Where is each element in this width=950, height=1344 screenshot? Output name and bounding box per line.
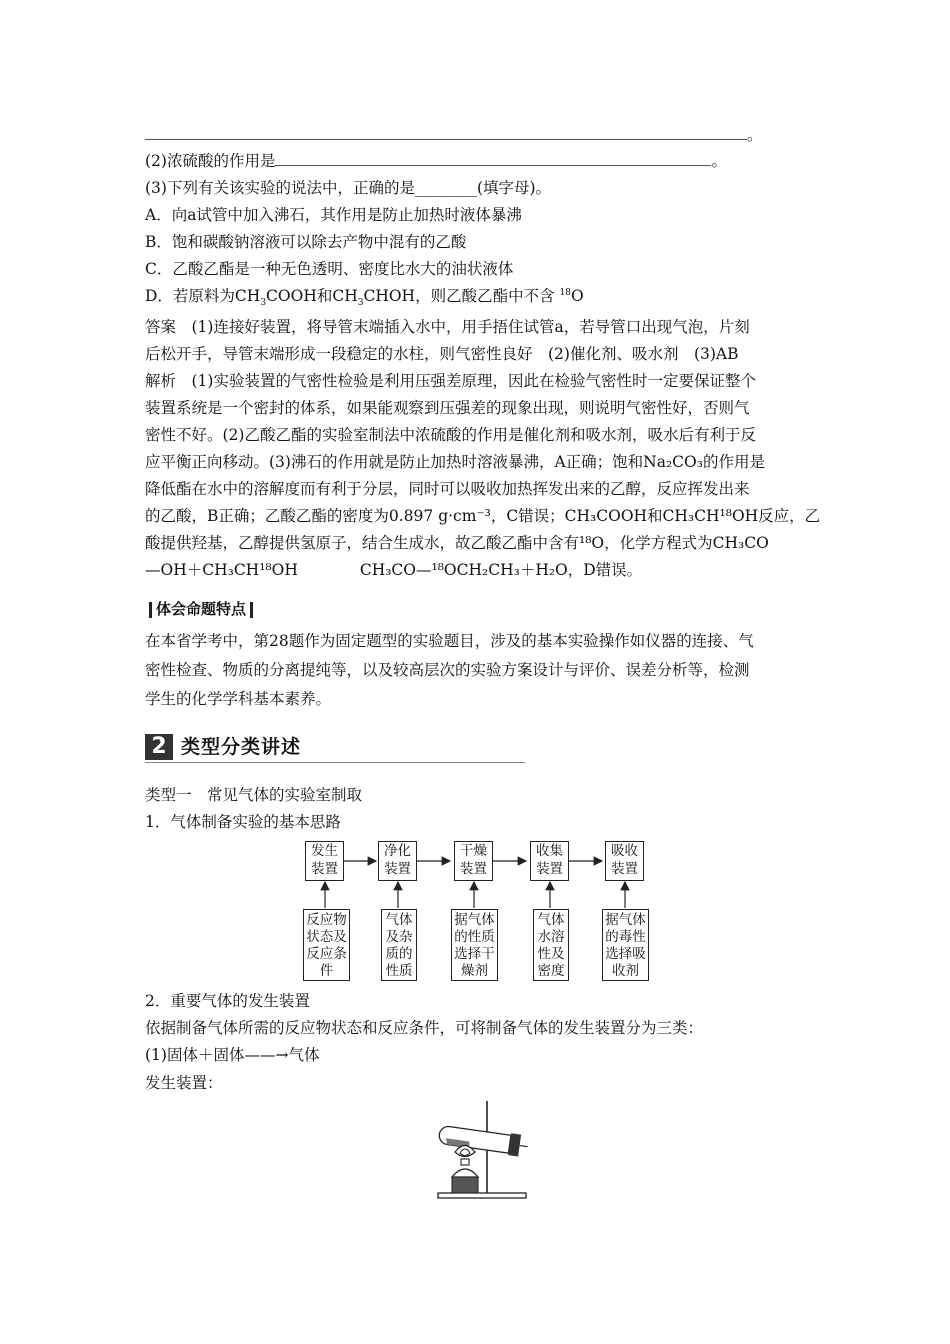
option-c: C．乙酸乙酯是一种无色透明、密度比水大的油状液体	[145, 260, 514, 278]
flow-box-drying: 干燥 装置	[454, 841, 493, 881]
item-1-heading: 1．气体制备实验的基本思路	[145, 813, 341, 831]
case-1-heading: (1)固体＋固体——→气体	[145, 1046, 320, 1064]
question-2: (2)浓硫酸的作用是 。	[145, 152, 727, 170]
analysis-line-2: 装置系统是一个密封的体系，如果能观察到压强差的现象出现，则说明气密性好，否则气	[145, 399, 750, 417]
analysis-line-8: —OH＋CH₃CH¹⁸OH CH₃CO—¹⁸OCH₂CH₃＋H₂O，D错误。	[145, 561, 643, 579]
device-label: 发生装置：	[145, 1074, 223, 1092]
item-2-description: 依据制备气体所需的反应物状态和反应条件，可将制备气体的发生装置分为三类：	[145, 1019, 704, 1037]
analysis-line-3: 密性不好。(2)乙酸乙酯的实验室制法中浓硫酸的作用是催化剂和吸水剂，吸水后有利于反	[145, 426, 756, 444]
option-b: B．饱和碳酸钠溶液可以除去产物中混有的乙酸	[145, 233, 467, 251]
analysis-line-7: 酸提供羟基，乙醇提供氢原子，结合生成水，故乙酸乙酯中含有¹⁸O，化学方程式为CH₃CO	[145, 534, 769, 552]
flow-note-purification: 气体 及杂 质的 性质	[381, 909, 417, 981]
flow-box-collection: 收集 装置	[530, 841, 569, 881]
feature-line-1: 在本省学考中，第28题作为固定题型的实验题目，涉及的基本实验操作如仪器的连接、气	[145, 632, 754, 650]
solid-solid-heating-apparatus	[430, 1095, 530, 1205]
item-2-heading: 2．重要气体的发生装置	[145, 992, 310, 1010]
reaction-arrow: ——→	[244, 1046, 289, 1064]
analysis-line-6: 的乙酸，B正确；乙酸乙酯的密度为0.897 g·cm⁻³，C错误；CH₃COOH和CH₃CH¹⁸OH反应，乙	[145, 507, 821, 525]
flow-note-absorption: 据气体 的毒性 选择吸 收剂	[602, 909, 649, 981]
flow-box-generation: 发生 装置	[305, 841, 344, 881]
analysis-line-4: 应平衡正向移动。(3)沸石的作用就是防止加热时溶液暴沸，A正确；饱和Na₂CO₃的作用是	[145, 453, 765, 471]
type-one-heading: 类型一 常见气体的实验室制取	[145, 786, 363, 804]
answer-line-1: 答案 (1)连接好装置，将导管末端插入水中，用手捂住试管a，若导管口出现气泡，片刻	[145, 318, 750, 336]
feature-line-3: 学生的化学学科基本素养。	[145, 690, 332, 708]
flow-box-purification: 净化 装置	[378, 841, 417, 881]
flow-box-absorption: 吸收 装置	[605, 841, 644, 881]
option-d: D．若原料为$CH_3COOH$和$CH_3CHOH$，则乙酸乙酯中不含 $^{18}$O	[145, 287, 584, 309]
option-a: A．向a试管中加入沸石，其作用是防止加热时液体暴沸	[145, 206, 522, 224]
analysis-line-5: 降低酯在水中的溶解度而有利于分层，同时可以吸收加热挥发出来的乙醇，反应挥发出来	[145, 480, 750, 498]
section-tag: 体会命题特点	[145, 598, 257, 619]
answer-blank-line: 。	[145, 124, 763, 146]
analysis-line-1: 解析 (1)实验装置的气密性检验是利用压强差原理，因此在检验气密性时一定要保证整个	[145, 372, 756, 390]
feature-line-2: 密性检查、物质的分离提纯等，以及较高层次的实验方案设计与评价、误差分析等，检测	[145, 661, 750, 679]
flow-note-drying: 据气体 的性质 选择干 燥剂	[451, 909, 498, 981]
answer-line-2: 后松开手，导管末端形成一段稳定的水柱，则气密性良好 (2)催化剂、吸水剂 (3)AB	[145, 345, 739, 363]
section-title: 类型分类讲述	[181, 736, 302, 758]
section-number: 2	[145, 734, 173, 760]
flow-note-generation: 反应物 状态及 反应条 件	[303, 909, 350, 981]
question-3: (3)下列有关该实验的说法中，正确的是________(填字母)。	[145, 179, 552, 197]
flow-note-collection: 气体 水溶 性及 密度	[533, 909, 569, 981]
